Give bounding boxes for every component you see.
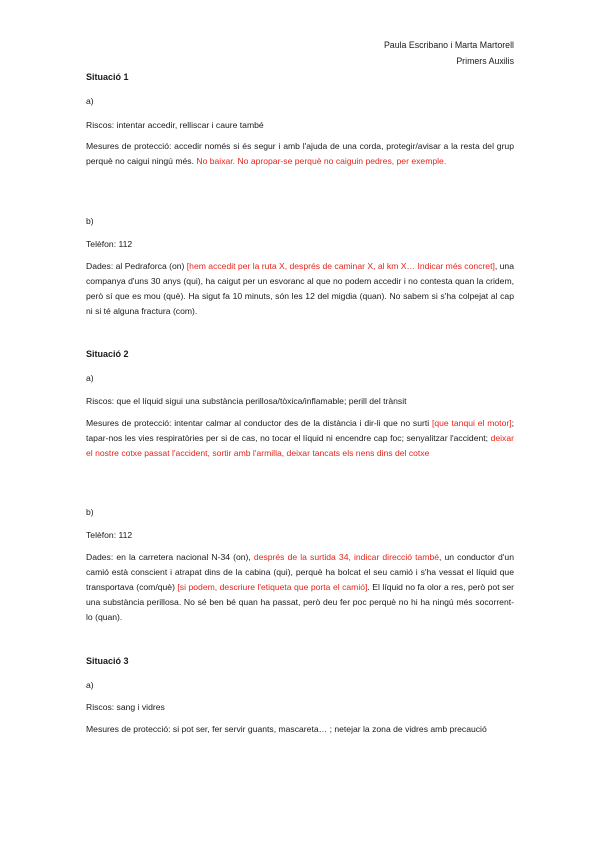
page-header [384, 37, 514, 69]
situacio-2-b-label: b) [86, 507, 94, 517]
subject: Primers Auxilis [456, 56, 514, 66]
situacio-3-mesures: Mesures de protecció: si pot ser, fer servir guants, mascareta… ; netejar la zona de vidres amb precaució [86, 724, 487, 734]
situacio-2-dades [86, 550, 514, 625]
situacio-3-title: Situació 3 [86, 656, 129, 666]
situacio-1-dades [86, 259, 514, 319]
dades-text: Dades: al Pedraforca (on) [86, 261, 187, 271]
dades-note-red: després de la surtida 34, indicar direcció també [253, 552, 440, 562]
situacio-1-riscos: Riscos: intentar accedir, relliscar i caure també [86, 120, 264, 130]
authors: Paula Escribano i Marta Martorell [383, 40, 514, 50]
mesures-text: Mesures de protecció: intentar calmar al conductor des de la distància i dir-li que no surti [86, 418, 432, 428]
mesures-text: ; tapar-nos les vies respiratòries per si de cas, no tocar el líquid ni encendre cap foc; senyalitzar l'accident; [86, 418, 514, 443]
dades-text: , un conductor d'un camió està conscient i atrapat dins de la cabina (qui), perquè ha bolcat el seu camió i s'ha vessat el líquid que transportava (com/què) [86, 552, 514, 592]
dades-note-red: [si podem, descriure l'etiqueta que porta el camió] [177, 582, 368, 592]
dades-text: , una companya d'uns 30 anys (qui), ha caigut per un esvoranc al que no podem accedir i no contesta quan la cridem, però sí que es mou (què). Ha sigut fa 10 minuts, són les 12 del migdia (quan). No sabem si s'ha colpejat al cap ni si té alguna fractura (com). [86, 261, 514, 316]
situacio-2-telefon: Telèfon: 112 [86, 530, 133, 540]
mesures-note-red: No baixar. No apropar-se perquè no caiguin pedres, per exemple. [196, 156, 447, 166]
situacio-2-mesures [86, 416, 514, 461]
dades-text: . El líquid no fa olor a res, però pot ser una substància perillosa. No sé ben bé quan ha passat, però deu fer poc perquè no hi ha ningú més socorrent-lo (quan). [86, 582, 515, 622]
dades-note-red: [hem accedit per la ruta X, després de caminar X, al km X… Indicar més concret] [186, 261, 495, 271]
mesures-note-red: [que tanqui el motor] [431, 418, 512, 428]
situacio-1-a-label: a) [86, 96, 94, 106]
mesures-text: Mesures de protecció: accedir només si és segur i amb l'ajuda de una corda, protegir/avisar a la resta del grup perquè no caigui ningú més. [86, 141, 514, 166]
situacio-1-title: Situació 1 [86, 72, 129, 82]
situacio-3-riscos: Riscos: sang i vidres [86, 702, 165, 712]
situacio-3-a-label: a) [86, 680, 94, 690]
dades-text: Dades: en la carretera nacional N-34 (on), [86, 552, 254, 562]
situacio-2-a-label: a) [86, 373, 94, 383]
situacio-1-telefon: Telèfon: 112 [86, 239, 133, 249]
situacio-1-mesures [86, 139, 514, 169]
situacio-1-b-label: b) [86, 216, 94, 226]
situacio-2-riscos: Riscos: que el líquid sigui una substància perillosa/tòxica/inflamable; perill del trànsit [86, 396, 407, 406]
situacio-2-title: Situació 2 [86, 349, 129, 359]
mesures-note-red: deixar el nostre cotxe passat l'accident, sortir amb l'armilla, deixar tancats els nens dins del cotxe [86, 433, 514, 458]
